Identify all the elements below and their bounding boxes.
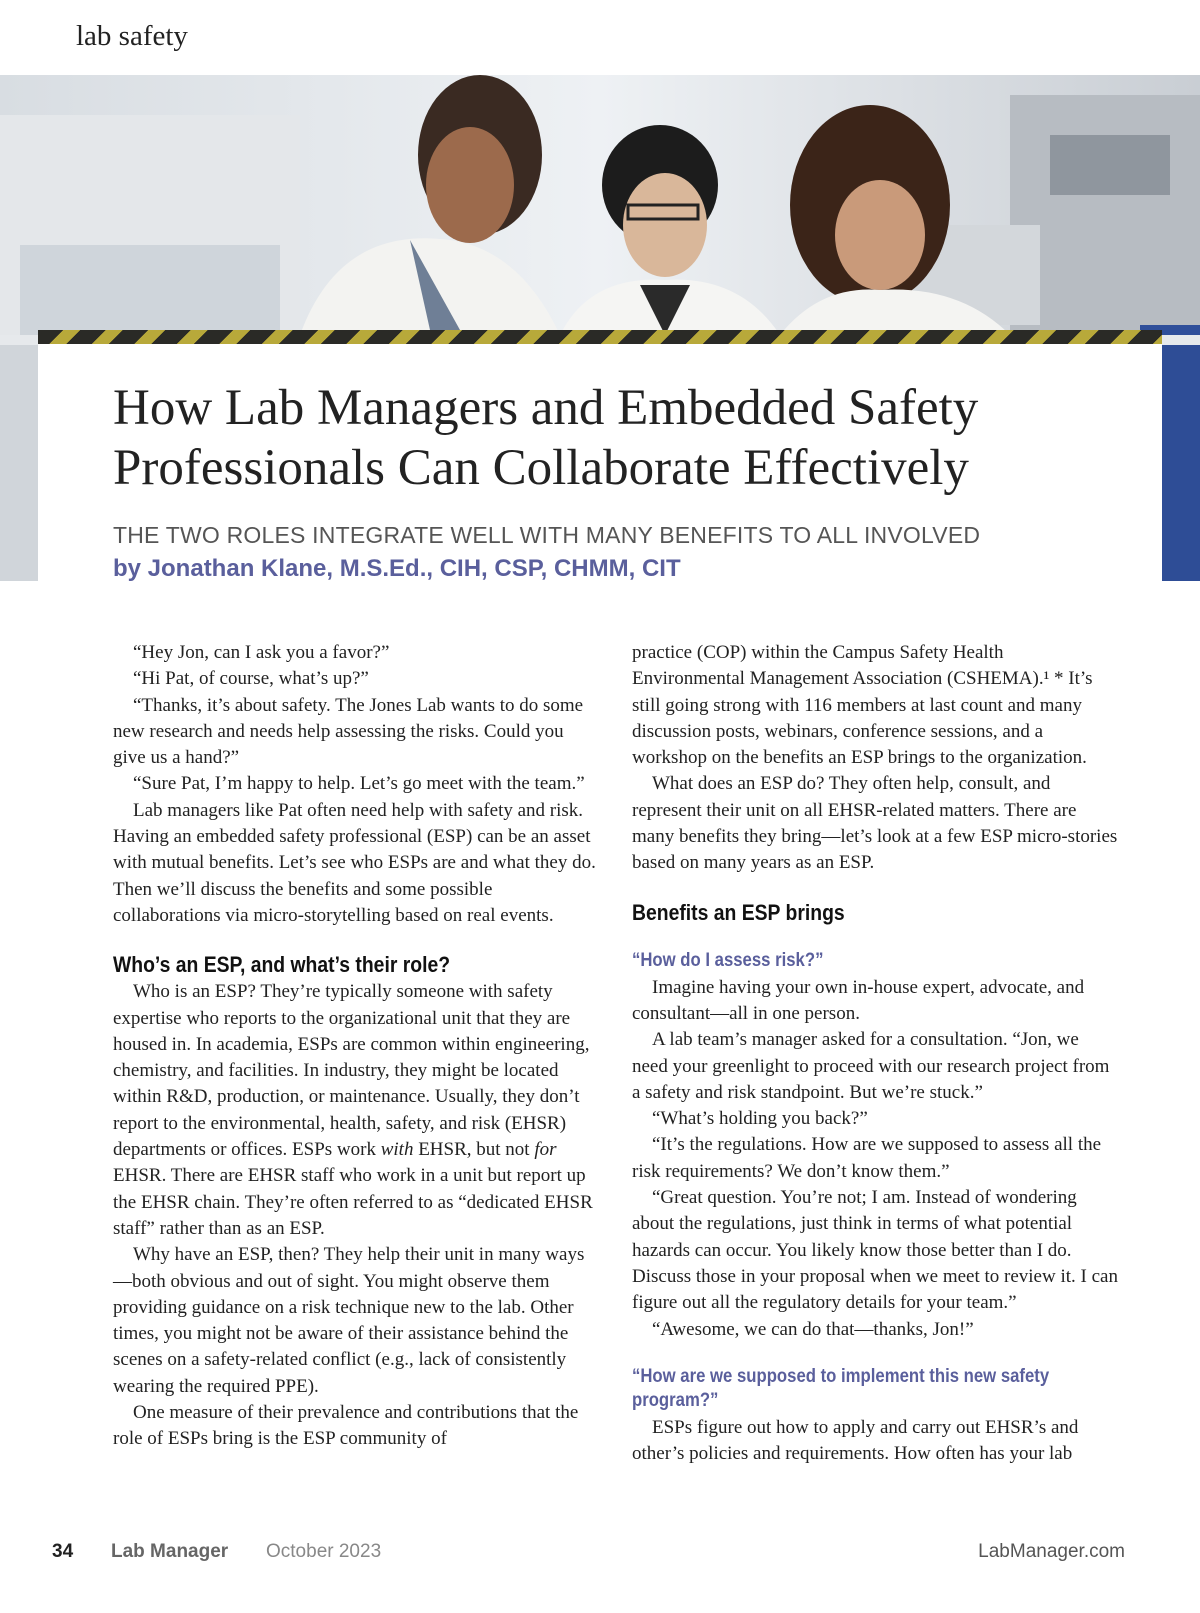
intro-paragraph: “Hi Pat, of course, what’s up?” <box>133 668 369 690</box>
body-paragraph: Imagine having your own in-house expert, advocate, and consultant—all in one person. <box>632 976 1085 1024</box>
subheading: “How are we supposed to implement this new safety program?” <box>632 1365 1050 1411</box>
body-paragraph: “It’s the regulations. How are we supposed to assess all the risk requirements? We don’t know them.” <box>632 1134 1102 1182</box>
body-paragraph: Who is an ESP? They’re typically someone with safety expertise who reports to the organizational unit that they are housed in. In academia, ESPs are common within engineering, chemistry, and facilities. In industry, they might be located within R&D, production, or maintenance. Usually, they don’t report to the environmental, health, safety, and risk (EHSR) departments or offices. ESPs work with EHSR, but not for EHSR. There are EHSR staff who work in a unit but report up the EHSR chain. They’re often referred to as “dedicated EHSR staff” rather than as an ESP. <box>113 981 593 1239</box>
section-tag: lab safety <box>76 20 188 52</box>
body-paragraph: ESPs figure out how to apply and carry out EHSR’s and other’s policies and requirements. How often has your lab <box>632 1416 1079 1465</box>
intro-paragraph: “Sure Pat, I’m happy to help. Let’s go meet with the team.” <box>133 773 585 795</box>
intro-paragraph: “Hey Jon, can I ask you a favor?” <box>133 642 390 663</box>
body-paragraph: A lab team’s manager asked for a consultation. “Jon, we need your greenlight to proceed with our research project from a safety and risk standpoint. But we’re stuck.” <box>632 1029 1110 1103</box>
body-paragraph: “Great question. You’re not; I am. Instead of wondering about the regulations, just think in terms of what potential hazards can occur. You likely know those better than I do. Discuss those in your proposal when we meet to review it. I can figure out all the regulatory details for your team.” <box>632 1187 1118 1314</box>
intro-paragraph: Lab managers like Pat often need help with safety and risk. Having an embedded safety professional (ESP) can be an asset with mutual benefits. Let’s see who ESPs are and what they do. Then we’ll discuss the benefits and some possible collaborations via micro-storytelling based on real events. <box>113 799 596 926</box>
article-dek: THE TWO ROLES INTEGRATE WELL WITH MANY BENEFITS TO ALL INVOLVED <box>113 522 981 548</box>
page-number: 34 <box>52 1541 74 1562</box>
body-paragraph: “Awesome, we can do that—thanks, Jon!” <box>652 1318 974 1340</box>
body-paragraph: “What’s holding you back?” <box>652 1108 868 1130</box>
issue-date: October 2023 <box>266 1541 382 1562</box>
article-byline: by Jonathan Klane, M.S.Ed., CIH, CSP, CHMM, CIT <box>113 555 681 582</box>
section-heading: Benefits an ESP brings <box>632 899 845 925</box>
page-footer <box>0 1541 1200 1571</box>
article-headline: How Lab Managers and Embedded Safety Professionals Can Collaborate Effectively <box>113 380 979 496</box>
intro-paragraph: “Thanks, it’s about safety. The Jones Lab wants to do some new research and needs help assessing the risks. Could you give us a hand?” <box>113 694 584 769</box>
subheading: “How do I assess risk?” <box>632 949 824 971</box>
body-paragraph: What does an ESP do? They often help, consult, and represent their unit on all EHSR-related matters. There are many benefits they bring—let’s look at a few ESP micro-stories based on many years as an ESP. <box>632 773 1118 874</box>
website-link[interactable]: LabManager.com <box>978 1541 1125 1562</box>
article-column-right <box>632 640 1119 1467</box>
body-paragraph: practice (COP) within the Campus Safety Health Environmental Management Association (CSHEMA).¹ * It’s still going strong with 116 members at last count and many discussion posts, webinars, conference sessions, and a workshop on the benefits an ESP brings to the organization. <box>632 642 1093 769</box>
body-paragraph: One measure of their prevalence and contributions that the role of ESPs bring is the ESP community of <box>113 1402 579 1450</box>
magazine-name: Lab Manager <box>111 1541 229 1562</box>
section-heading: Who’s an ESP, and what’s their role? <box>113 952 451 978</box>
body-paragraph: Why have an ESP, then? They help their unit in many ways—both obvious and out of sight. You might observe them providing guidance on a risk technique new to the lab. Other times, you might not be aware of their assistance behind the scenes on a safety-related conflict (e.g., lack of consistently wearing the required PPE). <box>113 1244 585 1397</box>
article-column-left <box>113 640 600 1453</box>
